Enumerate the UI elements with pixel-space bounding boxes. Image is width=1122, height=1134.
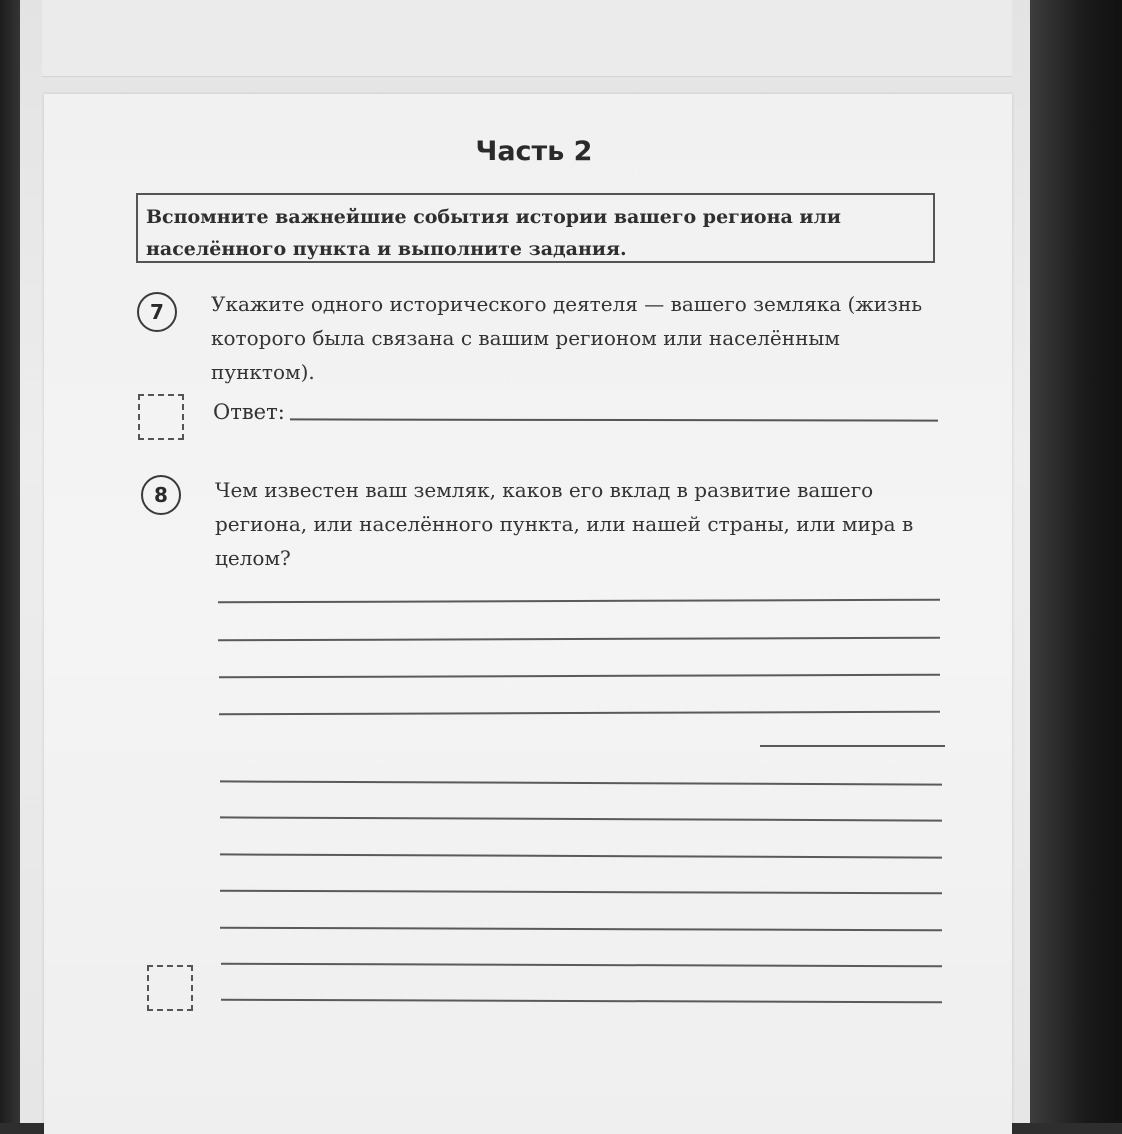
question-8-score-box[interactable] <box>147 965 193 1011</box>
question-7-score-box[interactable] <box>138 394 184 440</box>
device-bezel-right <box>1030 0 1122 1123</box>
question-7-answer-label: Ответ: <box>213 400 285 424</box>
question-8-number: 8 <box>141 475 181 515</box>
instruction-box: Вспомните важнейшие события истории вашего региона или населённого пункта и выполните задания. <box>136 193 935 263</box>
question-8-text: Чем известен ваш земляк, каков его вклад в развитие вашего региона, или населённого пункта, или нашей страны, или мира в целом? <box>215 478 914 570</box>
previous-page <box>42 0 1012 77</box>
question-7-text: Укажите одного исторического деятеля — вашего земляка (жизнь которого была связана с вашим регионом или населённым пунктом). <box>211 292 923 384</box>
question-7-number: 7 <box>137 292 177 332</box>
answer-line[interactable] <box>760 745 945 747</box>
part-title: Часть 2 <box>475 136 593 167</box>
